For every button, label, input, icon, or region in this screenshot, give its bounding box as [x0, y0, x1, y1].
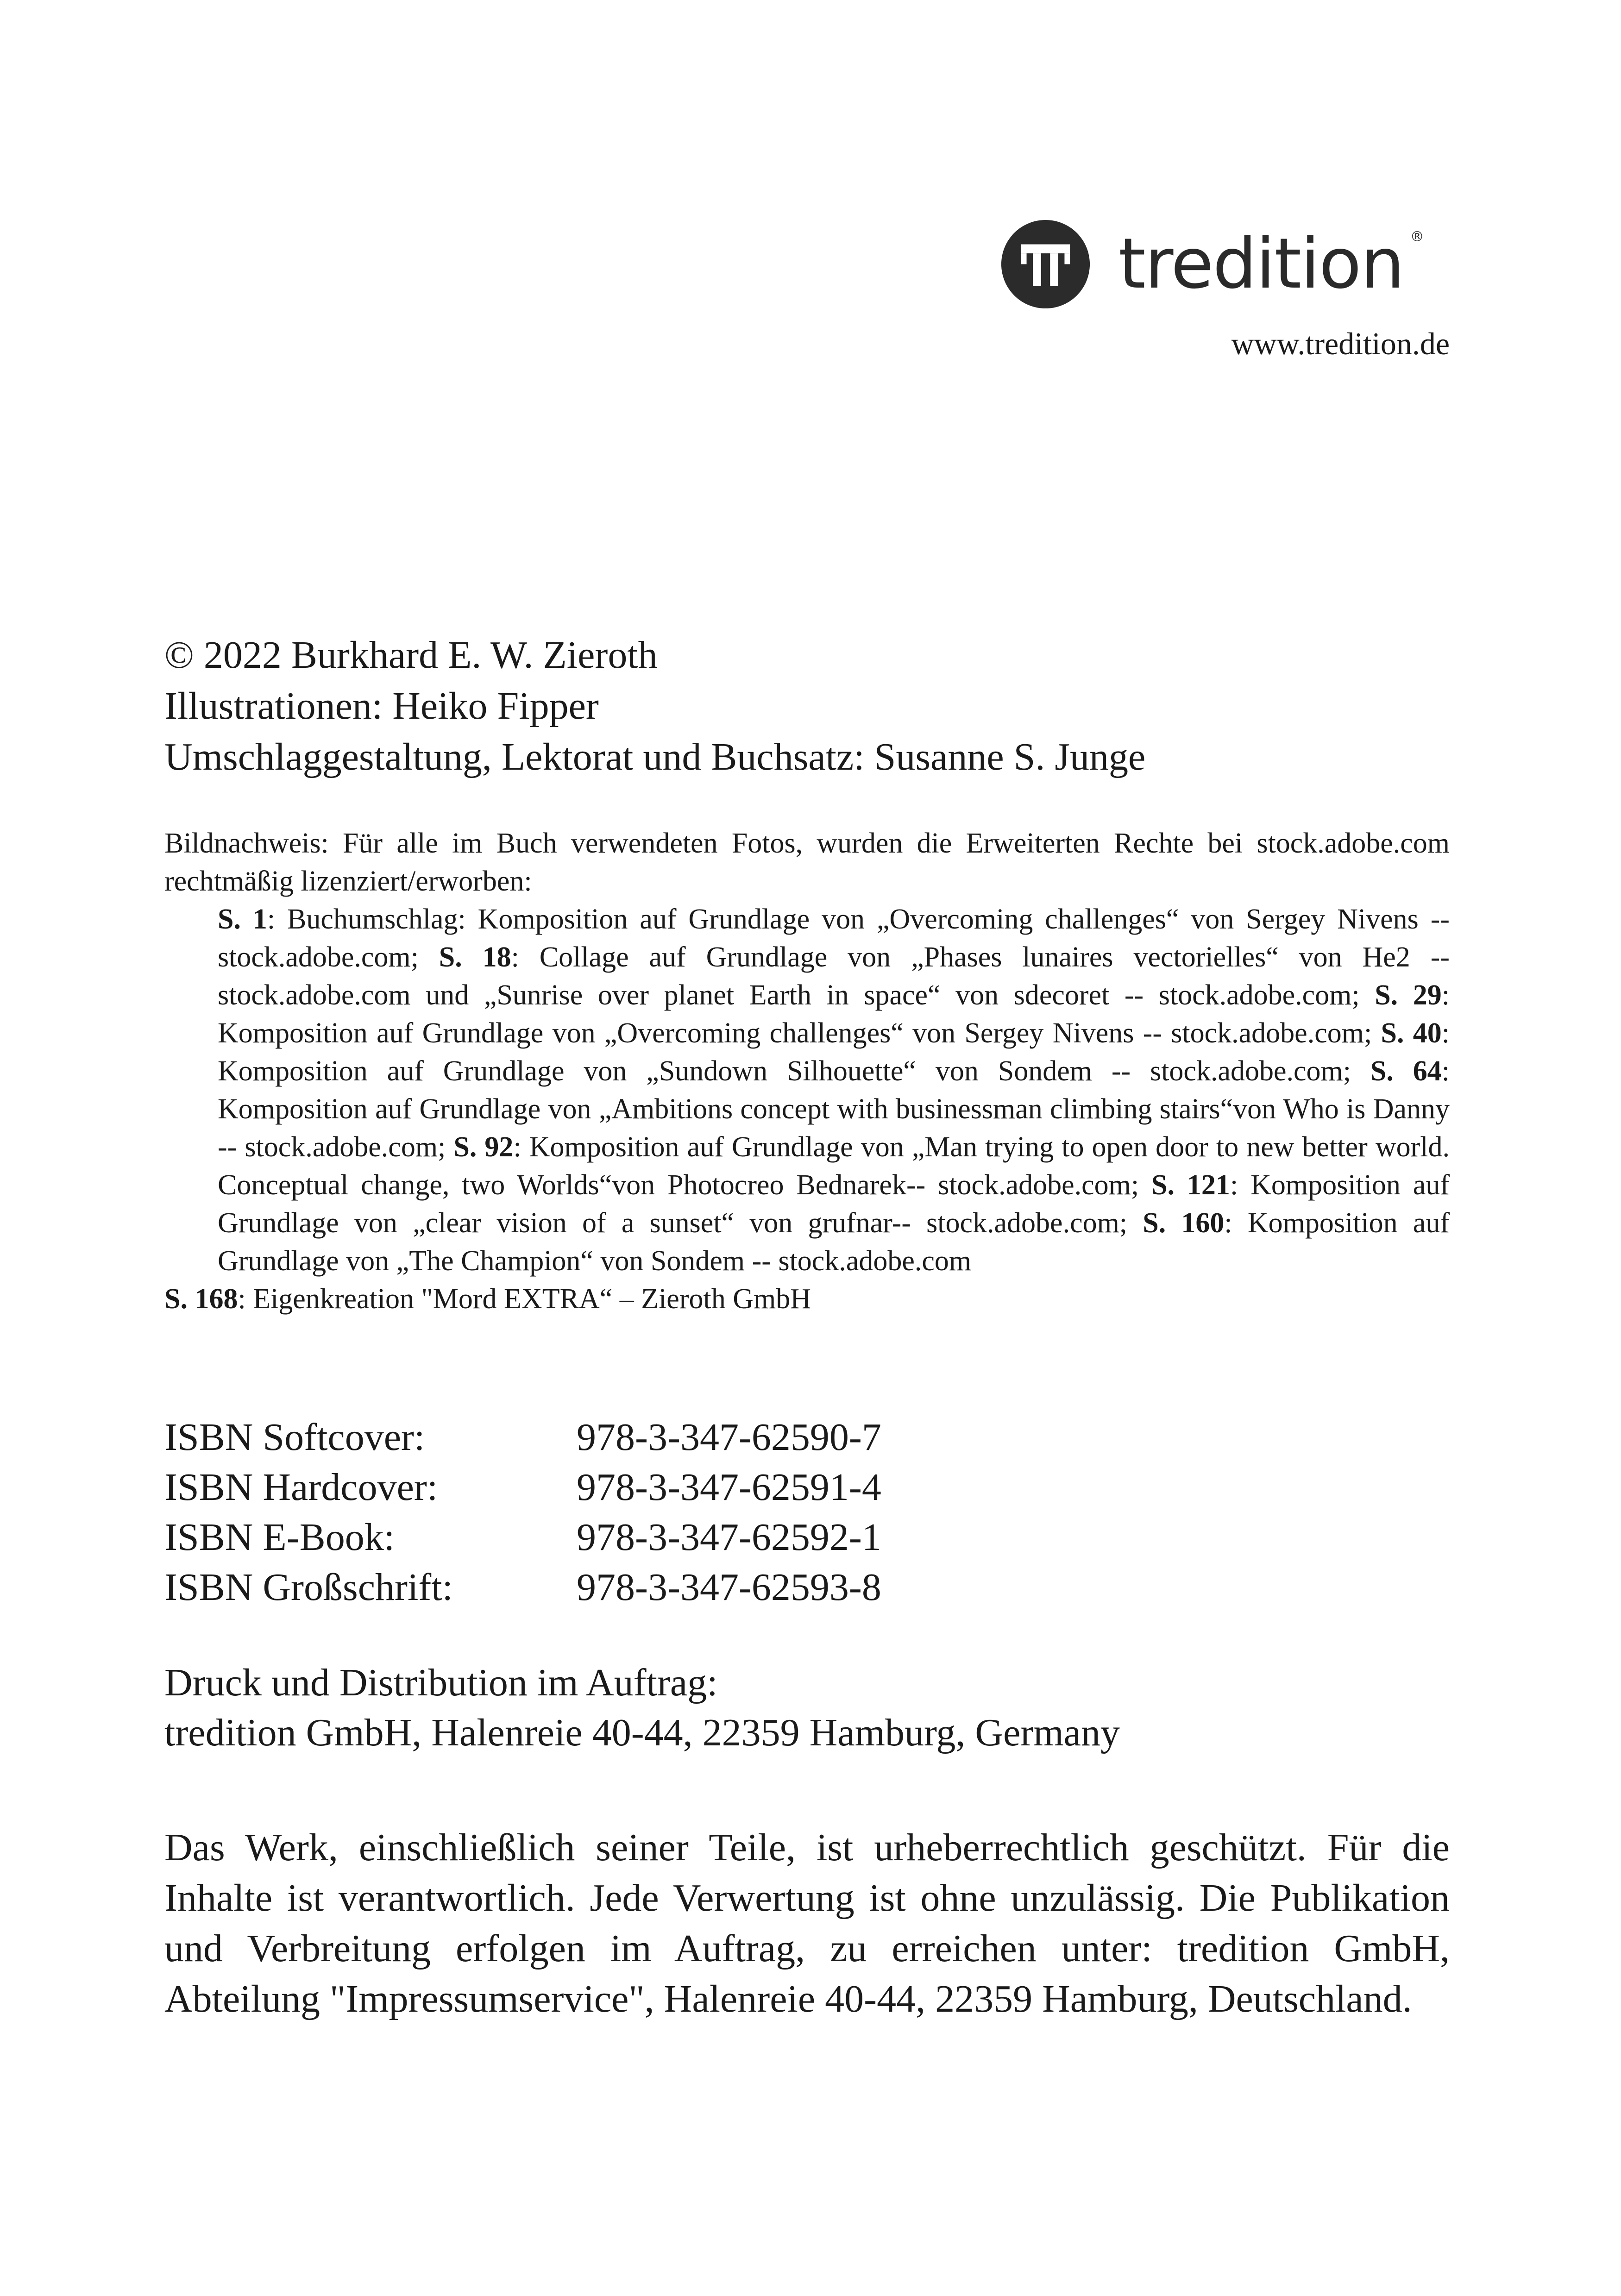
- publisher-logo: [1000, 218, 1423, 310]
- photo-credit-text: : Komposition auf Grundlage von „clear vision of a sunset“ von grufnar-- stock.adobe.com;: [218, 1169, 1450, 1239]
- publisher-url[interactable]: www.tredition.de: [1231, 326, 1450, 361]
- photo-credit-text: : Buchumschlag: Komposition auf Grundlage von „Overcoming challenges“ von Sergey Nivens -- stock.adobe.com;: [218, 903, 1450, 973]
- photo-credit-page: S. 18: [439, 941, 511, 973]
- brand-name: tredition: [1118, 224, 1404, 304]
- photo-credit-text: : Eigenkreation "Mord EXTRA“ – Zieroth GmbH: [238, 1283, 811, 1315]
- illustrations-line: Illustrationen: Heiko Fipper: [164, 684, 599, 728]
- isbn-label: ISBN E-Book:: [164, 1516, 395, 1559]
- isbn-row: [164, 1462, 881, 1512]
- distribution-heading: Druck und Distribution im Auftrag:: [164, 1661, 718, 1704]
- photo-credit-page: S. 64: [1370, 1055, 1442, 1087]
- brand-wordmark: [1118, 224, 1423, 304]
- isbn-table: [164, 1412, 881, 1612]
- tredition-logo-icon: [1000, 219, 1091, 309]
- registered-mark: ®: [1410, 229, 1423, 245]
- isbn-label: ISBN Softcover:: [164, 1416, 425, 1459]
- photo-credits-intro: Bildnachweis: Für alle im Buch verwendeten Fotos, wurden die Erweiterten Rechte bei stock.adobe.com rechtmäßig lizenziert/erworben:: [164, 828, 1450, 897]
- photo-credit-text: : Collage auf Grundlage von „Phases lunaires vectorielles“ von He2 -- stock.adobe.com und „Sunrise over planet Earth in space“ von sdecoret -- stock.adobe.com;: [218, 941, 1450, 1011]
- legal-notice: Das Werk, einschließlich seiner Teile, ist urheberrechtlich geschützt. Für die Inhalte ist verantwortlich. Jede Verwertung ist ohne unzulässig. Die Publikation und Verbreitung erfolgen im Auftrag, zu erreichen unter: tredition GmbH, Abteilung "Impressumservice", Halenreie 40-44, 22359 Hamburg, Deutschland.: [164, 1826, 1450, 2020]
- photo-credit-page: S. 168: [164, 1283, 238, 1315]
- design-line: Umschlaggestaltung, Lektorat und Buchsatz: Susanne S. Junge: [164, 735, 1146, 778]
- credits-block: [164, 630, 1145, 783]
- photo-credit-text: : Komposition auf Grundlage von „Ambitions concept with businessman climbing stairs“von Who is Danny -- stock.adobe.com;: [218, 1055, 1450, 1163]
- photo-credit-page: S. 1: [218, 903, 267, 935]
- isbn-value: 978-3-347-62592-1: [577, 1516, 881, 1559]
- distribution-address: tredition GmbH, Halenreie 40-44, 22359 Hamburg, Germany: [164, 1711, 1120, 1754]
- photo-credit-page: S. 121: [1151, 1169, 1230, 1201]
- photo-credits-list: [164, 900, 1450, 1280]
- isbn-value: 978-3-347-62591-4: [577, 1466, 881, 1509]
- photo-credit-text: : Komposition auf Grundlage von „Man trying to open door to new better world. Conceptual change, two Worlds“von Photocreo Bednarek-- stock.adobe.com;: [218, 1131, 1450, 1201]
- isbn-label: ISBN Großschrift:: [164, 1566, 453, 1609]
- isbn-value: 978-3-347-62590-7: [577, 1416, 881, 1459]
- copyright-line: © 2022 Burkhard E. W. Zieroth: [164, 634, 658, 677]
- photo-credit-text: : Komposition auf Grundlage von „Sundown Silhouette“ von Sondem -- stock.adobe.com;: [218, 1017, 1450, 1087]
- photo-credit-last: [164, 1280, 1450, 1318]
- photo-credit-text: : Komposition auf Grundlage von „Overcoming challenges“ von Sergey Nivens -- stock.adobe.com;: [218, 979, 1450, 1049]
- isbn-row: [164, 1412, 881, 1462]
- photo-credits: [164, 824, 1450, 1318]
- distribution-block: [164, 1658, 1120, 1758]
- photo-credit-text: : Komposition auf Grundlage von „The Champion“ von Sondem -- stock.adobe.com: [218, 1207, 1450, 1277]
- photo-credit-page: S. 40: [1381, 1017, 1442, 1049]
- photo-credit-page: S. 92: [453, 1131, 514, 1163]
- photo-credit-page: S. 160: [1143, 1207, 1225, 1239]
- isbn-row: [164, 1562, 881, 1612]
- isbn-row: [164, 1512, 881, 1562]
- photo-credit-page: S. 29: [1375, 979, 1442, 1011]
- isbn-value: 978-3-347-62593-8: [577, 1566, 881, 1609]
- isbn-label: ISBN Hardcover:: [164, 1466, 438, 1509]
